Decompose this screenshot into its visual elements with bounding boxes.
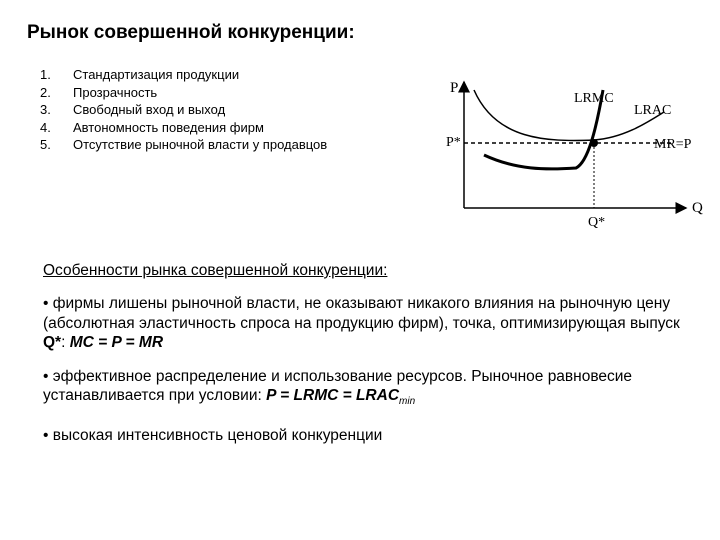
list-item-number: 3. (40, 102, 51, 117)
q-star-symbol: Q* (43, 334, 62, 351)
list-item-number: 2. (40, 84, 51, 100)
paragraph-text: • эффективное распределение и использование ресурсов. Рыночное равновесие устанавливается при условии: (43, 367, 633, 404)
feature-paragraph-efficiency (43, 367, 683, 412)
paragraph-text: • фирмы лишены рыночной власти, не оказывают никакого влияния на рыночную цену (абсолютная эластичность спроса на продукцию фирм), точка, оптимизирующая выпуск (43, 295, 680, 332)
list-item (40, 84, 353, 102)
list-item-text: Свободный вход и выход (73, 102, 226, 117)
equilibrium-point (590, 139, 598, 147)
list-item-text: Отсутствие рыночной власти у продавцов (73, 137, 328, 152)
section-heading: Особенности рынка совершенной конкуренции: (43, 262, 388, 279)
lrac-label: LRAC (634, 103, 672, 118)
list-item-text: Прозрачность (73, 84, 158, 100)
feature-paragraph-competition: • высокая интенсивность ценовой конкуренции (43, 426, 383, 444)
optimal-condition: MC = P = MR (69, 334, 164, 351)
list-item-text: Стандартизация продукции (73, 67, 240, 82)
list-item (40, 136, 353, 154)
slide-title: Рынок совершенной конкуренции: (27, 22, 355, 43)
list-item-number: 5. (40, 137, 51, 152)
p-star-label: P* (446, 135, 461, 150)
list-item (40, 66, 353, 84)
characteristics-list (40, 66, 353, 154)
cost-curves-graph (436, 70, 716, 240)
y-axis-label: P (450, 80, 459, 96)
mr-p-label: MR=P (654, 137, 692, 152)
colon: : (61, 334, 70, 351)
equilibrium-condition: P = LRMC = LRAC (266, 387, 400, 404)
feature-paragraph-market-power (43, 294, 683, 353)
lrmc-label: LRMC (574, 91, 614, 106)
list-item (40, 101, 353, 119)
list-item-text: Автономность поведения фирм (73, 119, 264, 135)
list-item (40, 119, 353, 137)
q-star-label: Q* (588, 215, 606, 230)
min-subscript: min (399, 396, 416, 408)
x-axis-label: Q (692, 200, 703, 216)
list-item-number: 4. (40, 119, 51, 135)
list-item-number: 1. (40, 67, 51, 82)
features-section (43, 262, 683, 459)
